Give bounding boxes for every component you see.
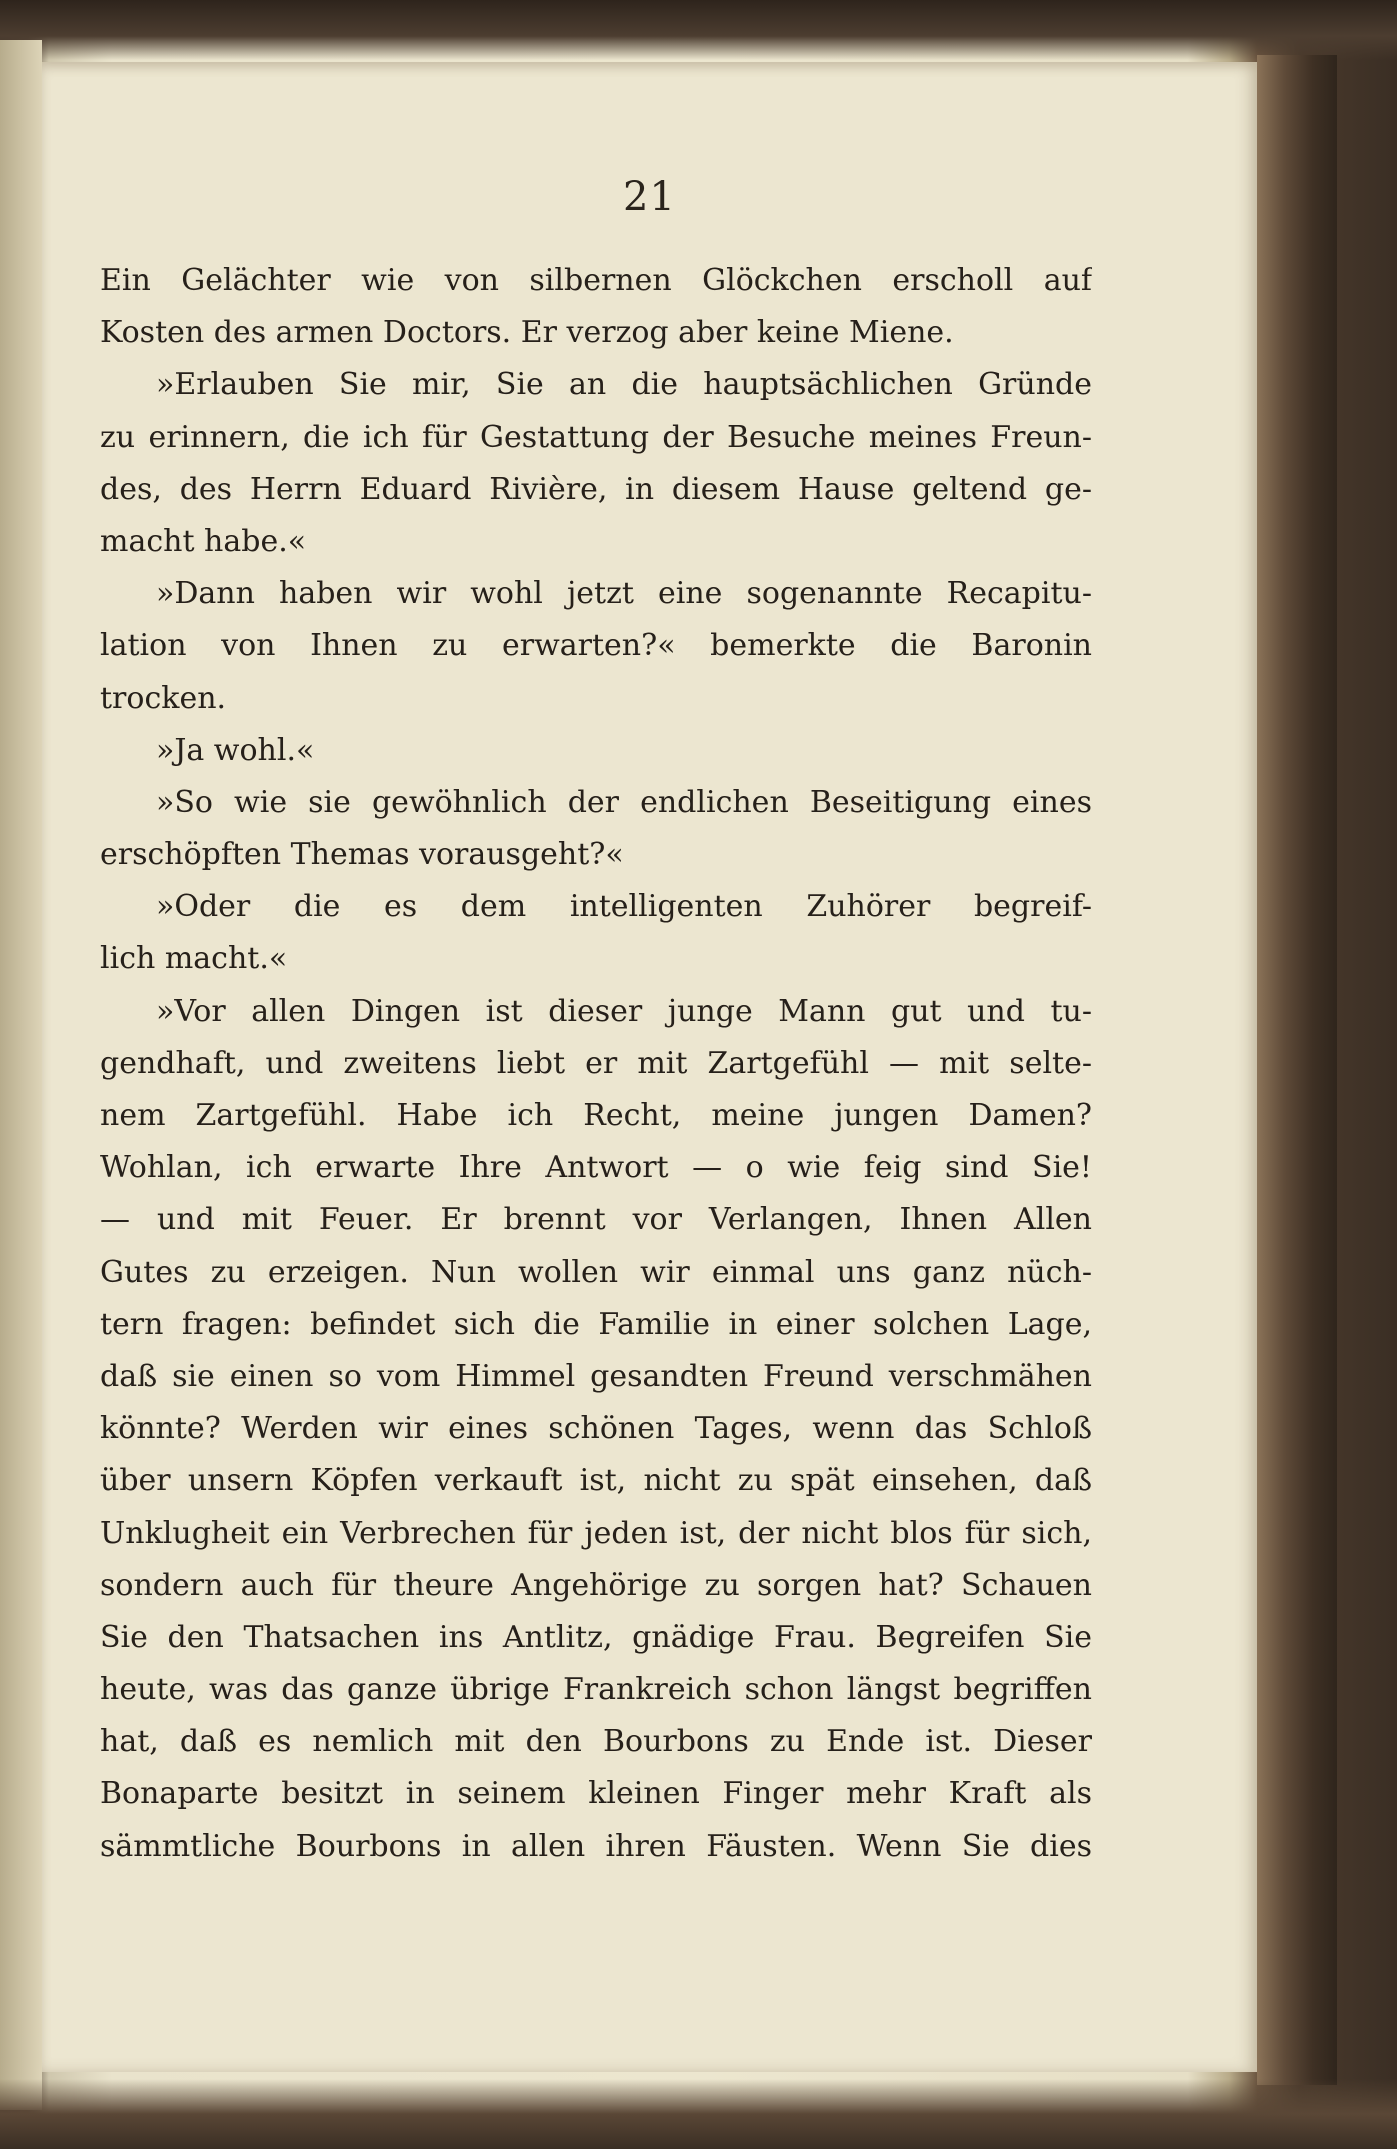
text-line: könnte? Werden wir eines schönen Tages, wenn das Schloß [100,1411,1092,1447]
page-number: 21 [623,174,676,220]
text-line: lation von Ihnen zu erwarten?« bemerkte die Baronin [100,628,1092,664]
text-line: zu erinnern, die ich für Gestattung der Besuche meines Freun- [100,419,1092,455]
book-top-edge [0,0,1397,60]
text-line: macht habe.« [100,523,307,559]
text-line: Gutes zu erzeigen. Nun wollen wir einmal uns ganz nüch- [100,1254,1092,1290]
text-line: hat, daß es nemlich mit den Bourbons zu Ende ist. Dieser [100,1724,1092,1760]
text-line: »Erlauben Sie mir, Sie an die hauptsächlichen Gründe [156,367,1092,403]
text-line: daß sie einen so vom Himmel gesandten Freund verschmähen [100,1358,1092,1394]
text-line: — und mit Feuer. Er brennt vor Verlangen, Ihnen Allen [100,1202,1092,1238]
text-line: Ein Gelächter wie von silbernen Glöckchen erscholl auf [100,263,1092,298]
text-line: »So wie sie gewöhnlich der endlichen Beseitigung eines [156,784,1092,820]
text-line: Sie den Thatsachen ins Antlitz, gnädige Frau. Begreifen Sie [100,1619,1092,1655]
text-line: Kosten des armen Doctors. Er verzog aber keine Miene. [100,315,954,351]
facing-page-edge [0,40,42,2110]
text-line: heute, was das ganze übrige Frankreich schon längst begriffen [100,1672,1092,1708]
text-line: des, des Herrn Eduard Rivière, in diesem Hause geltend ge- [100,471,1092,507]
text-line: »Dann haben wir wohl jetzt eine sogenannte Recapitu- [156,576,1092,612]
text-line: Wohlan, ich erwarte Ihre Antwort — o wie feig sind Sie! [100,1150,1092,1186]
text-line: sämmtliche Bourbons in allen ihren Fäusten. Wenn Sie dies [100,1828,1092,1864]
page-sheet [42,62,1257,2072]
text-line: nem Zartgefühl. Habe ich Recht, meine jungen Damen? [100,1098,1092,1133]
text-line: erschöpften Themas vorausgeht?« [100,837,624,873]
text-line: »Oder die es dem intelligenten Zuhörer begreif- [156,889,1092,925]
book-bottom-edge [0,2079,1397,2149]
text-line: Bonaparte besitzt in seinem kleinen Finger mehr Kraft als [100,1776,1092,1812]
book-cover-edge [1257,55,1337,2085]
text-line: über unsern Köpfen verkauft ist, nicht zu spät einsehen, daß [100,1463,1092,1499]
text-line: »Ja wohl.« [156,732,315,768]
text-line: trocken. [100,680,227,716]
text-line: tern fragen: befindet sich die Familie in einer solchen Lage, [100,1306,1092,1342]
body-text [100,255,1092,1873]
text-line: gendhaft, und zweitens liebt er mit Zartgefühl — mit selte- [100,1045,1092,1081]
text-line: sondern auch für theure Angehörige zu sorgen hat? Schauen [100,1567,1092,1603]
text-line: Unklugheit ein Verbrechen für jeden ist, der nicht blos für sich, [100,1515,1092,1551]
text-line: »Vor allen Dingen ist dieser junge Mann gut und tu- [156,993,1092,1029]
text-line: lich macht.« [100,941,288,977]
